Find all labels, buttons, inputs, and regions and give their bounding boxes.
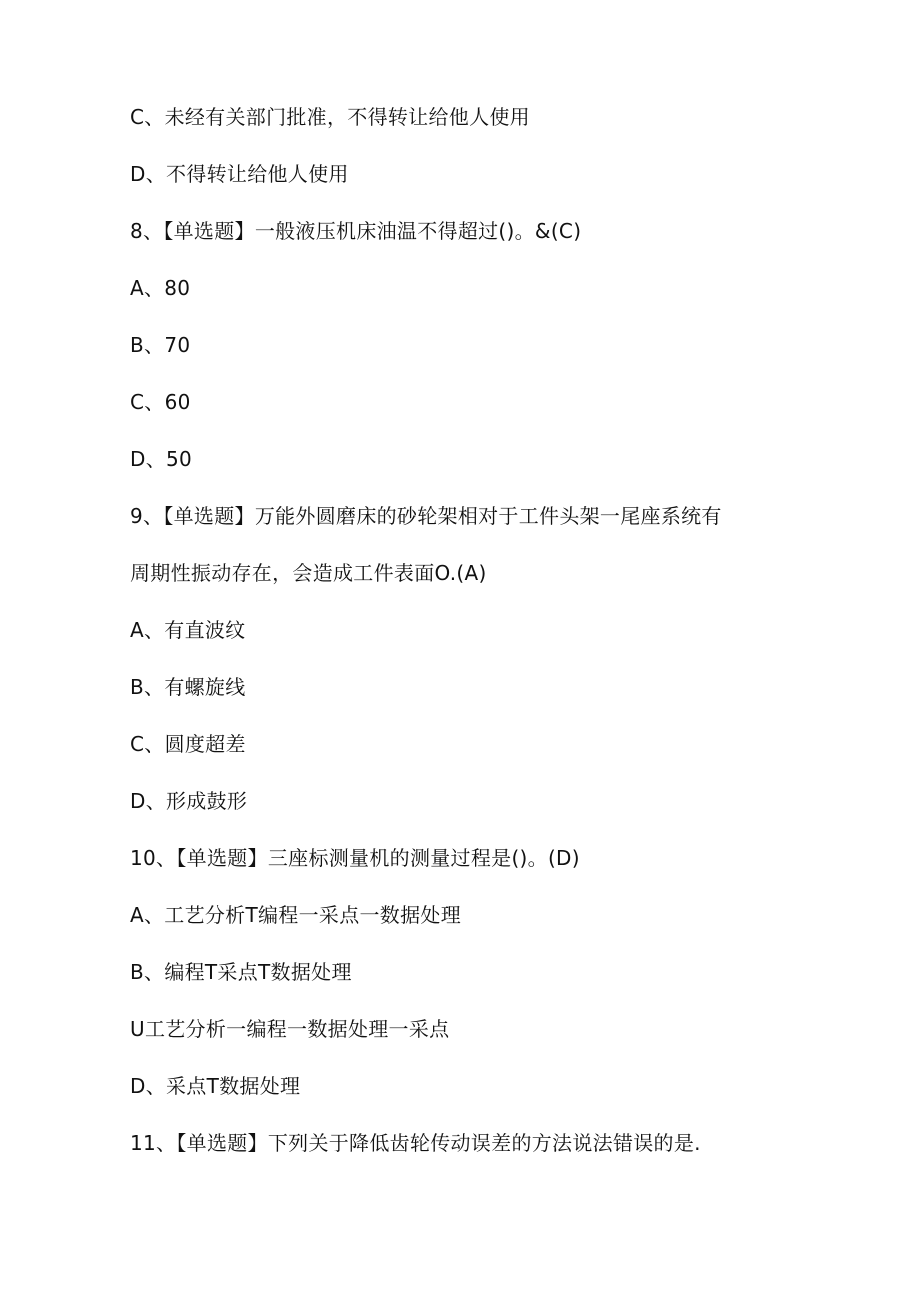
question-8: 8、【单选题】一般液压机床油温不得超过()。&(C) — [130, 219, 582, 243]
option-9c: C、圆度超差 — [130, 732, 246, 756]
option-8b: B、70 — [130, 333, 191, 357]
question-9: 9、【单选题】万能外圆磨床的砂轮架相对于工件头架一尾座系统有 — [130, 504, 722, 528]
option-9b: B、有螺旋线 — [130, 675, 246, 699]
option-9a: A、有直波纹 — [130, 618, 246, 642]
question-10: 10、【单选题】三座标测量机的测量过程是()。(D) — [130, 846, 580, 870]
option-7c: C、未经有关部门批准，不得转让给他人使用 — [130, 105, 530, 129]
option-9d: D、形成鼓形 — [130, 789, 248, 813]
option-10b: B、编程T采点T数据处理 — [130, 960, 352, 984]
option-8a: A、80 — [130, 276, 191, 300]
option-10d: D、采点T数据处理 — [130, 1074, 301, 1098]
option-10a: A、工艺分析T编程一采点一数据处理 — [130, 903, 461, 927]
option-8d: D、50 — [130, 447, 193, 471]
option-8c: C、60 — [130, 390, 191, 414]
option-10c: U工艺分析一编程一数据处理一采点 — [130, 1017, 450, 1041]
question-11: 11、【单选题】下列关于降低齿轮传动误差的方法说法错误的是. — [130, 1131, 701, 1155]
question-9-continued: 周期性振动存在，会造成工件表面O.(A) — [130, 561, 487, 585]
option-7d: D、不得转让给他人使用 — [130, 162, 349, 186]
